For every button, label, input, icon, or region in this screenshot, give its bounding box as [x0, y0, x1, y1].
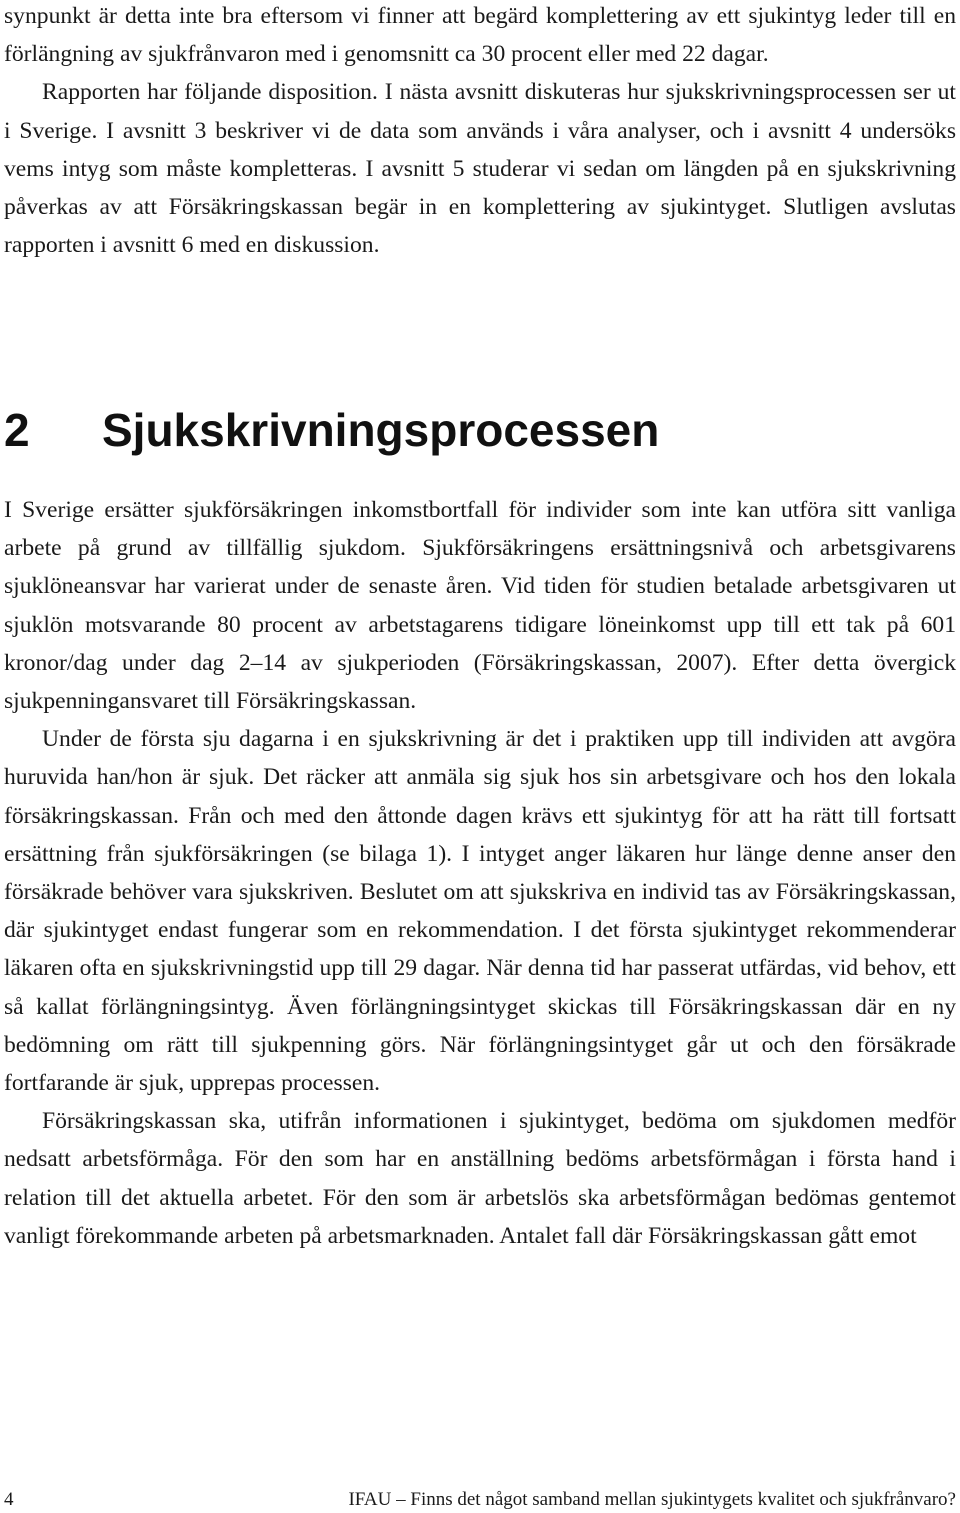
section-heading [4, 398, 659, 462]
intro-paragraph-1: synpunkt är detta inte bra eftersom vi finner att begärd komplettering av ett sjukintyg leder till en förlängning av sjukfrånvaron med i genomsnitt ca 30 procent eller med 22 dagar. [4, 3, 956, 68]
page-number: 4 [4, 1489, 14, 1510]
body-paragraph-3: Försäkringskassan ska, utifrån informationen i sjukintyget, bedöma om sjukdomen medför nedsatt arbetsförmåga. För den som har en anställning bedöms arbetsförmågan i första hand i relation till det aktuella arbetet. För den som är arbetslös ska arbetsförmågan bedömas gentemot vanligt förekommande arbeten på arbetsmarknaden. Antalet fall där Försäkringskassan gått emot [4, 1108, 956, 1249]
section-number: 2 [4, 404, 30, 456]
intro-paragraph-2: Rapporten har följande disposition. I nästa avsnitt diskuteras hur sjukskrivningsprocessen ser ut i Sverige. I avsnitt 3 beskriver vi de data som används i våra analyser, och i avsnitt 4 undersöks vems intyg som måste kompletteras. I avsnitt 5 studerar vi sedan om längden på en sjukskrivning påverkas av att Försäkringskassan begär in en komplettering av sjukintyget. Slutligen avslutas rapporten i avsnitt 6 med en diskussion. [4, 79, 956, 259]
footer-title: IFAU – Finns det något samband mellan sjukintygets kvalitet och sjukfrånvaro? [348, 1489, 956, 1510]
intro-text [4, 0, 956, 264]
body-paragraph-1: I Sverige ersätter sjukförsäkringen inkomstbortfall för individer som inte kan utföra sitt vanliga arbete på grund av tillfällig sjukdom. Sjukförsäkringens ersättningsnivå och arbetsgivarens sjuklöneansvar har varierat under de senaste åren. Vid tiden för studien betalade arbetsgivaren ut sjuklön motsvarande 80 procent av arbetstagarens tidigare löneinkomst upp till ett tak på 601 kronor/dag under dag 2–14 av sjukperioden (Försäkringskassan, 2007). Efter detta övergick sjukpenningansvaret till Försäkringskassan. [4, 497, 956, 715]
body-paragraph-2: Under de första sju dagarna i en sjukskrivning är det i praktiken upp till individen att avgöra huruvida han/hon är sjuk. Det räcker att anmäla sig sjuk hos sin arbetsgivare och hos den lokala försäkringskassan. Från och med den åttonde dagen krävs ett sjukintyg för att ha rätt till fortsatt ersättning från sjukförsäkringen (se bilaga 1). I intyget anger läkaren hur länge denne anser den försäkrade behöver vara sjukskriven. Beslutet om att sjukskriva en individ tas av Försäkringskassan, där sjukintyget endast fungerar som en rekommendation. I det första sjukintyget rekommenderar läkaren ofta en sjukskrivningstid upp till 29 dagar. När denna tid har passerat utfärdas, vid behov, ett så kallat förlängningsintyg. Även förlängningsintyget skickas till Försäkringskassan där en ny bedömning om rätt till sjukpenning görs. När förlängningsintyget går ut och den försäkrade fortfarande är sjuk, upprepas processen. [4, 726, 956, 1097]
section-title: Sjukskrivningsprocessen [102, 404, 660, 456]
section-body [4, 491, 956, 1255]
